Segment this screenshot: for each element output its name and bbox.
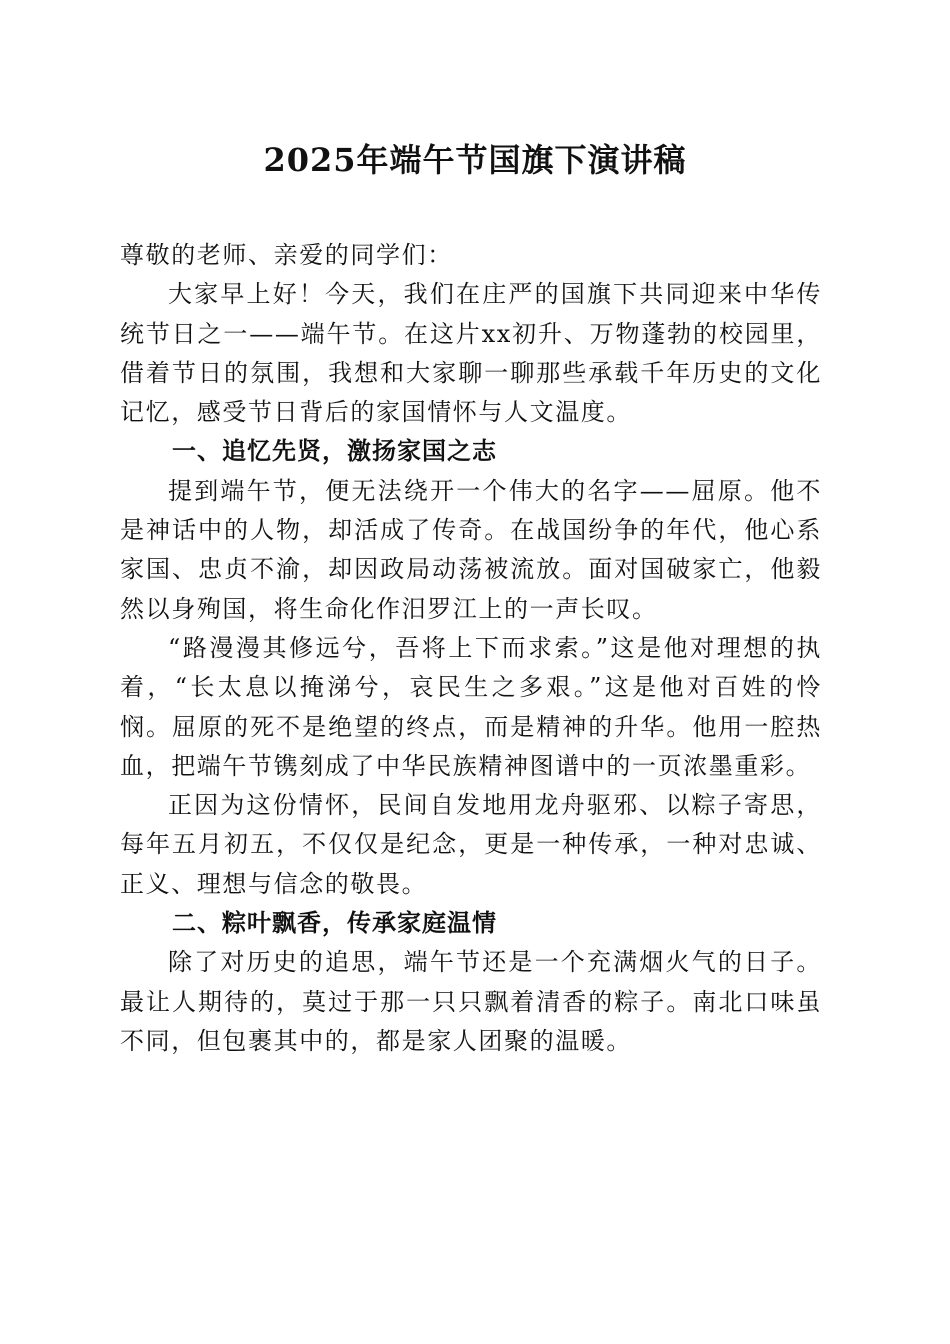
paragraph-tradition: 正因为这份情怀，民间自发地用龙舟驱邪、以粽子寄思，每年五月初五，不仅仅是纪念，更是一种传承，一种对忠诚、正义、理想与信念的敬畏。 xyxy=(120,791,822,898)
section-heading-1: 一、追忆先贤，激扬家国之志 xyxy=(172,437,497,466)
paragraph-greeting: 大家早上好！今天，我们在庄严的国旗下共同迎来中华传统节日之一——端午节。在这片xx初升、万物蓬勃的校园里，借着节日的氛围，我想和大家聊一聊那些承载千年历史的文化记忆，感受节日背后的家国情怀与人文温度。 xyxy=(120,280,822,427)
paragraph-zongzi: 除了对历史的追思，端午节还是一个充满烟火气的日子。最让人期待的，莫过于那一只只飘着清香的粽子。南北口味虽不同，但包裹其中的，都是家人团聚的温暖。 xyxy=(120,948,822,1055)
document-title: 2025年端午节国旗下演讲稿 xyxy=(263,141,687,179)
paragraph-quyuan: 提到端午节，便无法绕开一个伟大的名字——屈原。他不是神话中的人物，却活成了传奇。在战国纷争的年代，他心系家国、忠贞不渝，却因政局动荡被流放。面对国破家亡，他毅然以身殉国，将生命化作汨罗江上的一声长叹。 xyxy=(120,476,822,623)
salutation: 尊敬的老师、亲爱的同学们： xyxy=(120,241,453,269)
document-body xyxy=(120,236,822,1061)
paragraph-quotes: “路漫漫其修远兮，吾将上下而求索。”这是他对理想的执着，“长太息以掩涕兮，哀民生之多艰。”这是他对百姓的怜悯。屈原的死不是绝望的终点，而是精神的升华。他用一腔热血，把端午节镌刻成了中华民族精神图谱中的一页浓墨重彩。 xyxy=(120,633,822,780)
section-heading-2: 二、粽叶飘香，传承家庭温情 xyxy=(172,909,497,938)
